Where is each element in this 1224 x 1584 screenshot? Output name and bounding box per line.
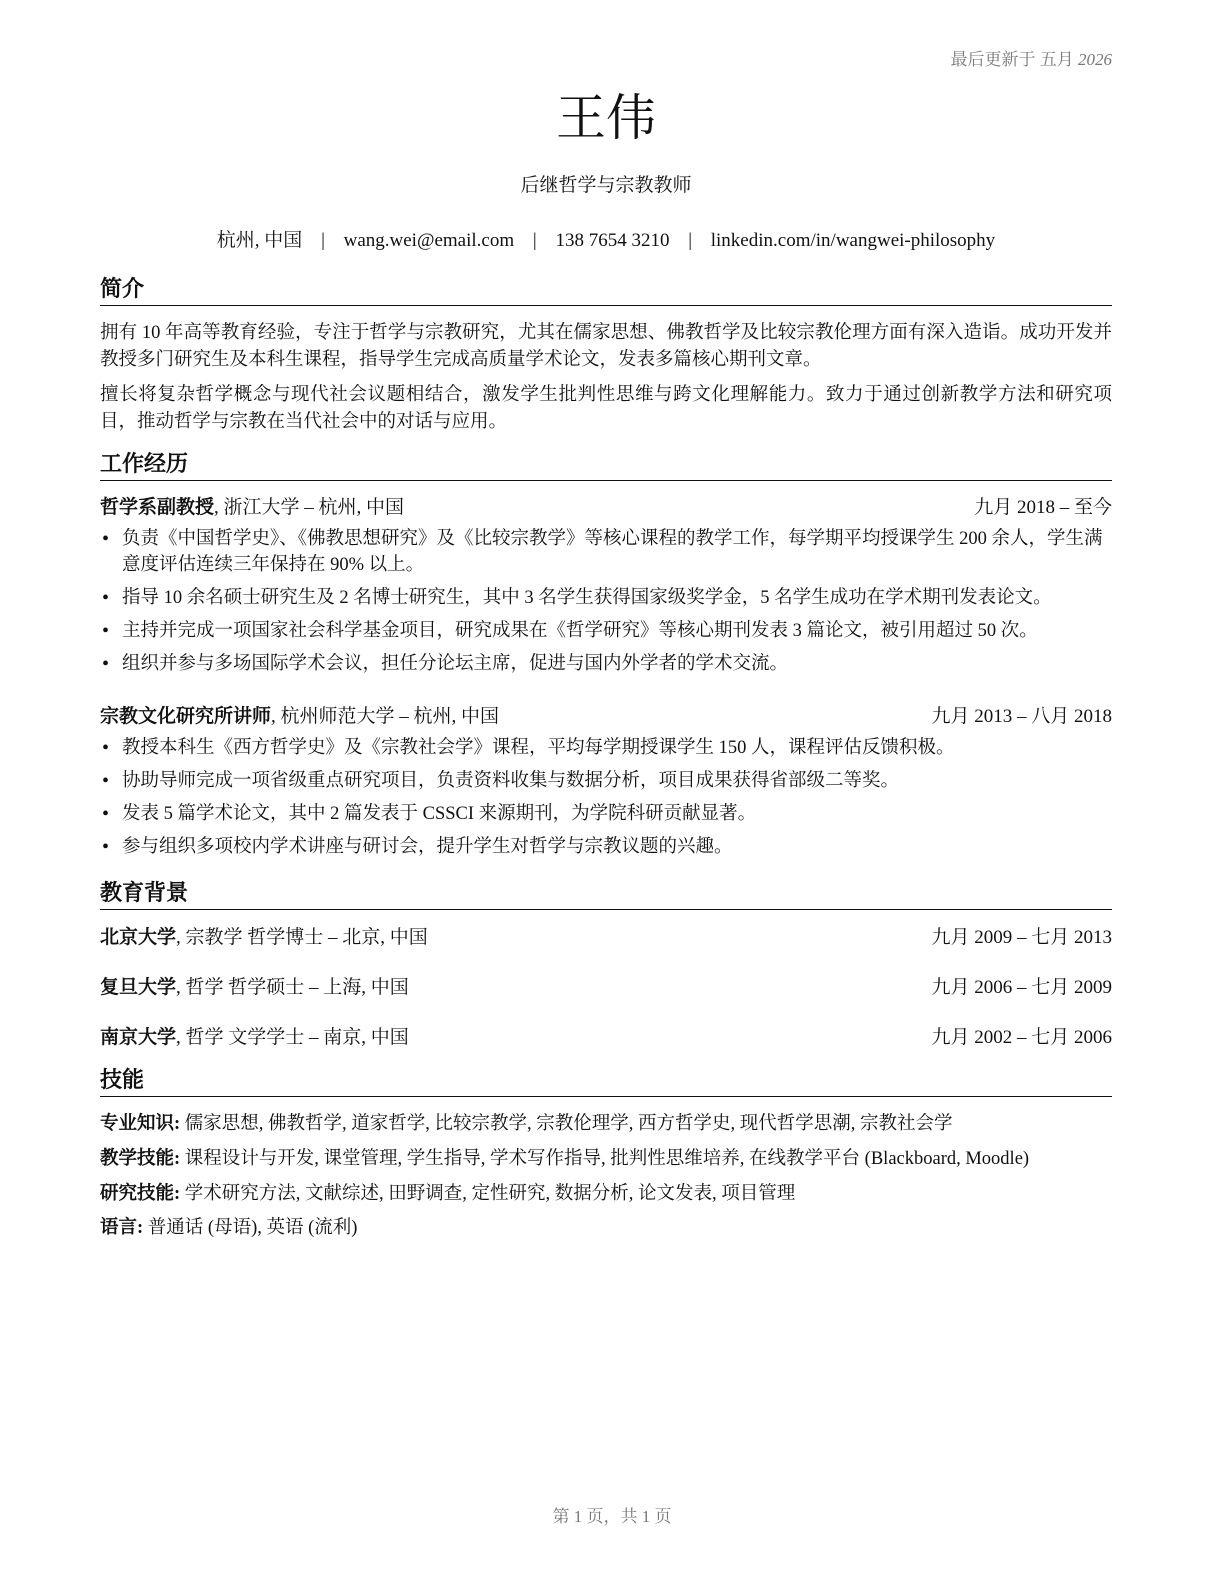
- education-school: 北京大学: [100, 927, 177, 948]
- skill-line: [100, 1216, 1112, 1240]
- education-school: 南京大学: [100, 1027, 177, 1048]
- education-detail: , 宗教学 哲学博士 – 北京, 中国: [176, 927, 428, 948]
- skill-line: [100, 1147, 1112, 1171]
- page-footer: 第 1 页，共 1 页: [552, 1507, 672, 1526]
- job-org: , 浙江大学 – 杭州, 中国: [214, 497, 405, 518]
- skill-value: 普通话 (母语), 英语 (流利): [143, 1218, 358, 1238]
- contact-separator: |: [532, 230, 537, 251]
- job-bullets: [100, 735, 1112, 867]
- education-date: 九月 2002 – 七月 2006: [931, 1027, 1112, 1048]
- skill-label: 教学技能:: [100, 1149, 181, 1169]
- skill-label: 语言:: [100, 1218, 144, 1238]
- job-title: 宗教文化研究所讲师: [100, 706, 272, 727]
- contact-separator: |: [321, 230, 325, 251]
- job-title: 哲学系副教授: [100, 497, 215, 518]
- education-item: [100, 926, 1112, 950]
- contact-linkedin[interactable]: linkedin.com/in/wangwei-philosophy: [710, 230, 996, 251]
- job-bullet: • 主持并完成一项国家社会科学基金项目，研究成果在《哲学研究》等核心期刊发表 3 篇论文，被引用超过 50 次。: [100, 618, 1112, 644]
- skill-value: 学术研究方法, 文献综述, 田野调查, 定性研究, 数据分析, 论文发表, 项目管理: [180, 1184, 796, 1204]
- job-date: 九月 2018 – 至今: [974, 497, 1112, 518]
- job-bullet: • 教授本科生《西方哲学史》及《宗教社会学》课程，平均每学期授课学生 150 人，课程评估反馈积极。: [100, 735, 1112, 761]
- section-title-education: 教育背景: [100, 880, 1112, 910]
- education-item: [100, 1026, 1112, 1050]
- job-subtitle: 后继哲学与宗教教师: [520, 175, 692, 196]
- job-bullet: • 参与组织多项校内学术讲座与研讨会，提升学生对哲学与宗教议题的兴趣。: [100, 834, 1112, 860]
- job-date: 九月 2013 – 八月 2018: [931, 706, 1112, 727]
- section-title-summary: 简介: [100, 276, 1112, 306]
- skill-line: [100, 1112, 1112, 1136]
- education-item: [100, 976, 1112, 1000]
- job-org: , 杭州师范大学 – 杭州, 中国: [271, 706, 500, 727]
- section-title-skills: 技能: [100, 1067, 1112, 1097]
- contact-location: 杭州, 中国: [216, 230, 303, 251]
- skill-value: 儒家思想, 佛教哲学, 道家哲学, 比较宗教学, 宗教伦理学, 西方哲学史, 现代哲学思潮, 宗教社会学: [180, 1114, 953, 1134]
- job-heading: [100, 705, 1112, 729]
- job-bullets: [100, 526, 1112, 684]
- contact-email[interactable]: wang.wei@email.com: [343, 230, 515, 251]
- education-school: 复旦大学: [100, 977, 177, 998]
- summary-paragraph-1: 拥有 10 年高等教育经验，专注于哲学与宗教研究，尤其在儒家思想、佛教哲学及比较宗教伦理方面有深入造诣。成功开发并教授多门研究生及本科生课程，指导学生完成高质量学术论文，发表多篇核心期刊文章。: [100, 323, 1112, 370]
- education-detail: , 哲学 文学学士 – 南京, 中国: [176, 1027, 409, 1048]
- last-updated: [951, 45, 1113, 70]
- skill-label: 研究技能:: [100, 1184, 181, 1204]
- job-bullet: • 组织并参与多场国际学术会议，担任分论坛主席，促进与国内外学者的学术交流。: [100, 651, 1112, 677]
- skill-value: 课程设计与开发, 课堂管理, 学生指导, 学术写作指导, 批判性思维培养, 在线教学平台 (Blackboard, Moodle): [180, 1149, 1030, 1169]
- job-bullet: • 指导 10 余名硕士研究生及 2 名博士研究生，其中 3 名学生获得国家级奖学金，5 名学生成功在学术期刊发表论文。: [100, 585, 1112, 611]
- contact-line: [100, 225, 1112, 252]
- skill-label: 专业知识:: [100, 1114, 181, 1134]
- skill-line: [100, 1182, 1112, 1206]
- education-date: 九月 2006 – 七月 2009: [931, 977, 1112, 998]
- last-updated-text: 最后更新于 五月: [950, 50, 1074, 69]
- summary-paragraph-2: 擅长将复杂哲学概念与现代社会议题相结合，激发学生批判性思维与跨文化理解能力。致力于通过创新教学方法和研究项目，推动哲学与宗教在当代社会中的对话与应用。: [100, 385, 1112, 432]
- contact-phone: 138 7654 3210: [555, 230, 670, 251]
- education-date: 九月 2009 – 七月 2013: [931, 927, 1112, 948]
- last-updated-year: 2026: [1078, 50, 1112, 69]
- job-bullet: • 协助导师完成一项省级重点研究项目，负责资料收集与数据分析，项目成果获得省部级二等奖。: [100, 768, 1112, 794]
- job-bullet: • 发表 5 篇学术论文，其中 2 篇发表于 CSSCI 来源期刊，为学院科研贡献显著。: [100, 801, 1112, 827]
- job-heading: [100, 496, 1112, 520]
- education-detail: , 哲学 哲学硕士 – 上海, 中国: [176, 977, 409, 998]
- contact-separator: |: [688, 230, 692, 251]
- person-name: 王伟: [556, 89, 656, 147]
- section-title-experience: 工作经历: [100, 451, 1112, 481]
- job-bullet: • 负责《中国哲学史》、《佛教思想研究》及《比较宗教学》等核心课程的教学工作，每学期平均授课学生 200 余人，学生满意度评估连续三年保持在 90% 以上。: [100, 526, 1112, 578]
